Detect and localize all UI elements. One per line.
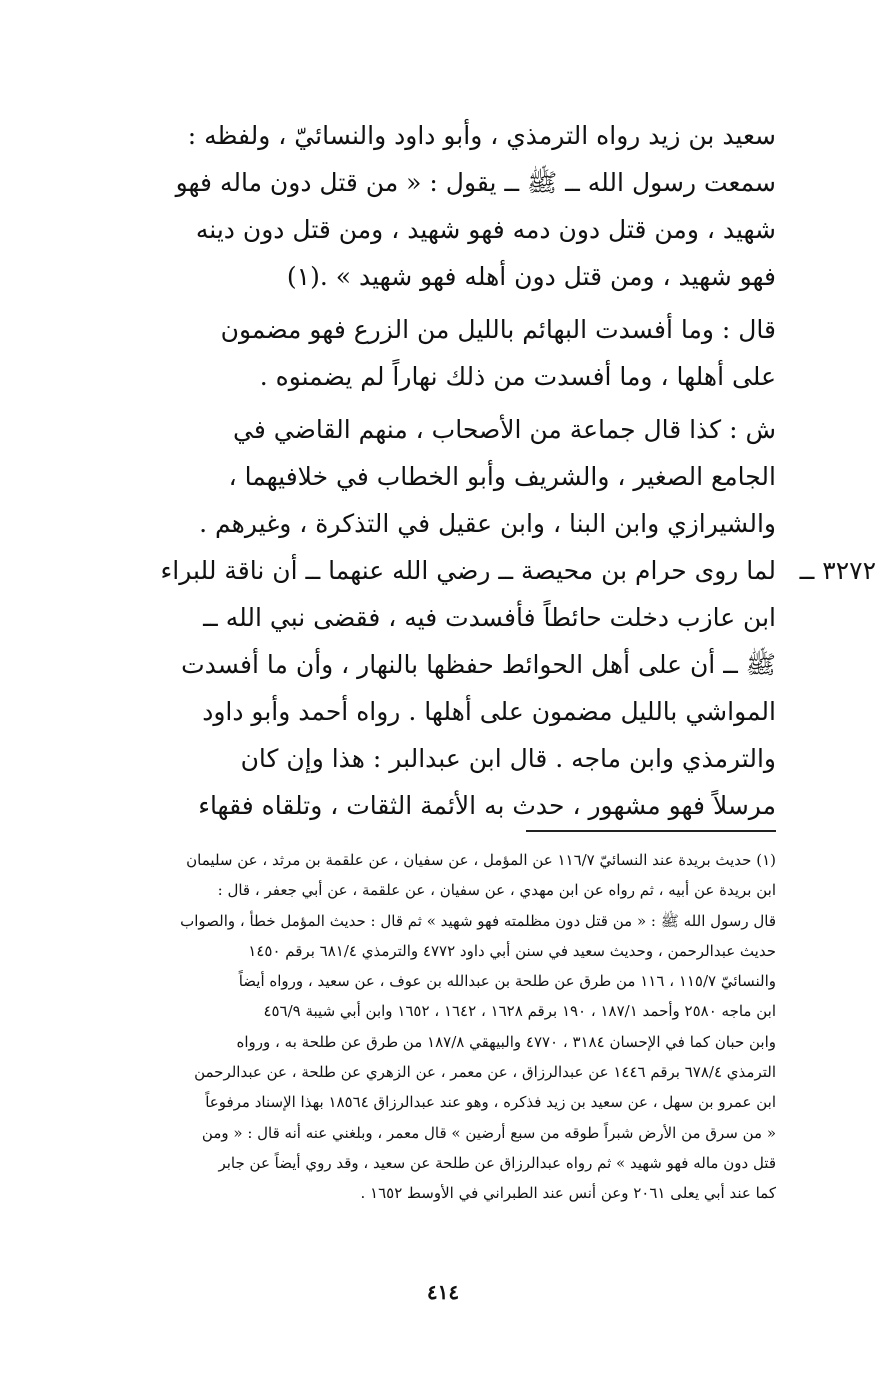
footnote-line: قتل دون ماله فهو شهيد » ثم رواه عبدالرزاق عن طلحة عن سعيد ، وقد روي أيضاً عن جابر <box>218 1153 776 1172</box>
footnote-line: وابن حبان كما في الإحسان ٣١٨٤ ، ٤٧٧٠ والبيهقي ١٨٧/٨ من طرق عن طلحة به ، ورواه <box>236 1032 776 1051</box>
main-text <box>86 112 876 829</box>
text-line: المواشي بالليل مضمون على أهلها . رواه أحمد وأبو داود <box>202 697 776 726</box>
text-line: الجامع الصغير ، والشريف وأبو الخطاب في خلافيهما ، <box>228 462 776 491</box>
text-line: ﷺ ــ أن على أهل الحوائط حفظها بالنهار ، وأن ما أفسدت <box>181 650 776 679</box>
paragraph-matn <box>86 306 776 400</box>
footnote-line: والنسائيّ ١١٥/٧ ، ١١٦ من طرق عن طلحة بن عبدالله بن عوف ، عن سعيد ، ورواه أيضاً <box>238 972 776 991</box>
paragraph-hadith-end <box>86 112 776 300</box>
footnote-line: كما عند أبي يعلى ٢٠٦١ وعن أنس عند الطبراني في الأوسط ١٦٥٢ . <box>360 1184 776 1203</box>
footnote-line: ابن عمرو بن سهل ، عن سعيد بن زيد فذكره ، وهو عند عبدالرزاق ١٨٥٦٤ بهذا الإسناد مرفوعاً <box>205 1093 776 1112</box>
text-line: والترمذي وابن ماجه . قال ابن عبدالبر : هذا وإن كان <box>240 744 776 773</box>
footnote-line: قال رسول الله ﷺ : « من قتل دون مظلمته فهو شهيد » ثم قال : حديث المؤمل خطأ ، والصواب <box>180 911 776 930</box>
paragraph-hadith-3272 <box>86 547 876 829</box>
footnotes <box>86 845 776 1209</box>
footnote-line: « من سرق من الأرض شبراً طوقه من سبع أرضين » قال معمر ، وبلغني عنه أنه قال : « ومن <box>201 1123 776 1142</box>
text-line: سمعت رسول الله ــ ﷺ ــ يقول : « من قتل دون ماله فهو <box>175 168 776 197</box>
hadith-number: ٣٢٧٢ ــ <box>799 556 876 585</box>
footnote-line: حديث عبدالرحمن ، وحديث سعيد في سنن أبي داود ٤٧٧٢ والترمذي ٦٨١/٤ برقم ١٤٥٠ <box>248 941 776 960</box>
text-line: سعيد بن زيد رواه الترمذي ، وأبو داود والنسائيّ ، ولفظه : <box>187 121 776 150</box>
text-line: والشيرازي وابن البنا ، وابن عقيل في التذكرة ، وغيرهم . <box>199 509 776 538</box>
text-line: لما روى حرام بن محيصة ــ رضي الله عنهما ــ أن ناقة للبراء <box>160 556 776 585</box>
text-line: فهو شهيد ، ومن قتل دون أهله فهو شهيد » .(١) <box>286 262 776 291</box>
text-line: ابن عازب دخلت حائطاً فأفسدت فيه ، فقضى نبي الله ــ <box>203 603 776 632</box>
paragraph-commentary <box>86 406 776 547</box>
text-line: على أهلها ، وما أفسدت من ذلك نهاراً لم يضمنوه . <box>259 362 776 391</box>
text-line: شهيد ، ومن قتل دون دمه فهو شهيد ، ومن قتل دون دينه <box>195 215 776 244</box>
footnote-line: ابن بريدة عن أبيه ، ثم رواه عن ابن مهدي ، عن سفيان ، عن علقمة ، عن أبي جعفر ، قال : <box>217 881 776 900</box>
footnote-separator <box>526 830 776 832</box>
text-line: ش : كذا قال جماعة من الأصحاب ، منهم القاضي في <box>233 415 776 444</box>
footnote-line: الترمذي ٦٧٨/٤ برقم ١٤٤٦ عن عبدالرزاق ، عن معمر ، عن الزهري عن طلحة ، عن عبدالرحمن <box>194 1063 776 1082</box>
footnote-line: (١) حديث بريدة عند النسائيّ ١١٦/٧ عن المؤمل ، عن سفيان ، عن علقمة بن مرثد ، عن سليمان <box>186 851 776 869</box>
text-line: قال : وما أفسدت البهائم بالليل من الزرع فهو مضمون <box>220 315 776 344</box>
text-line: مرسلاً فهو مشهور ، حدث به الأئمة الثقات ، وتلقاه فقهاء <box>198 791 776 820</box>
page-number: ٤١٤ <box>426 1280 460 1304</box>
footnote-line: ابن ماجه ٢٥٨٠ وأحمد ١٨٧/١ ، ١٩٠ برقم ١٦٢٨ ، ١٦٤٢ ، ١٦٥٢ وابن أبي شيبة ٤٥٦/٩ <box>263 1002 776 1021</box>
